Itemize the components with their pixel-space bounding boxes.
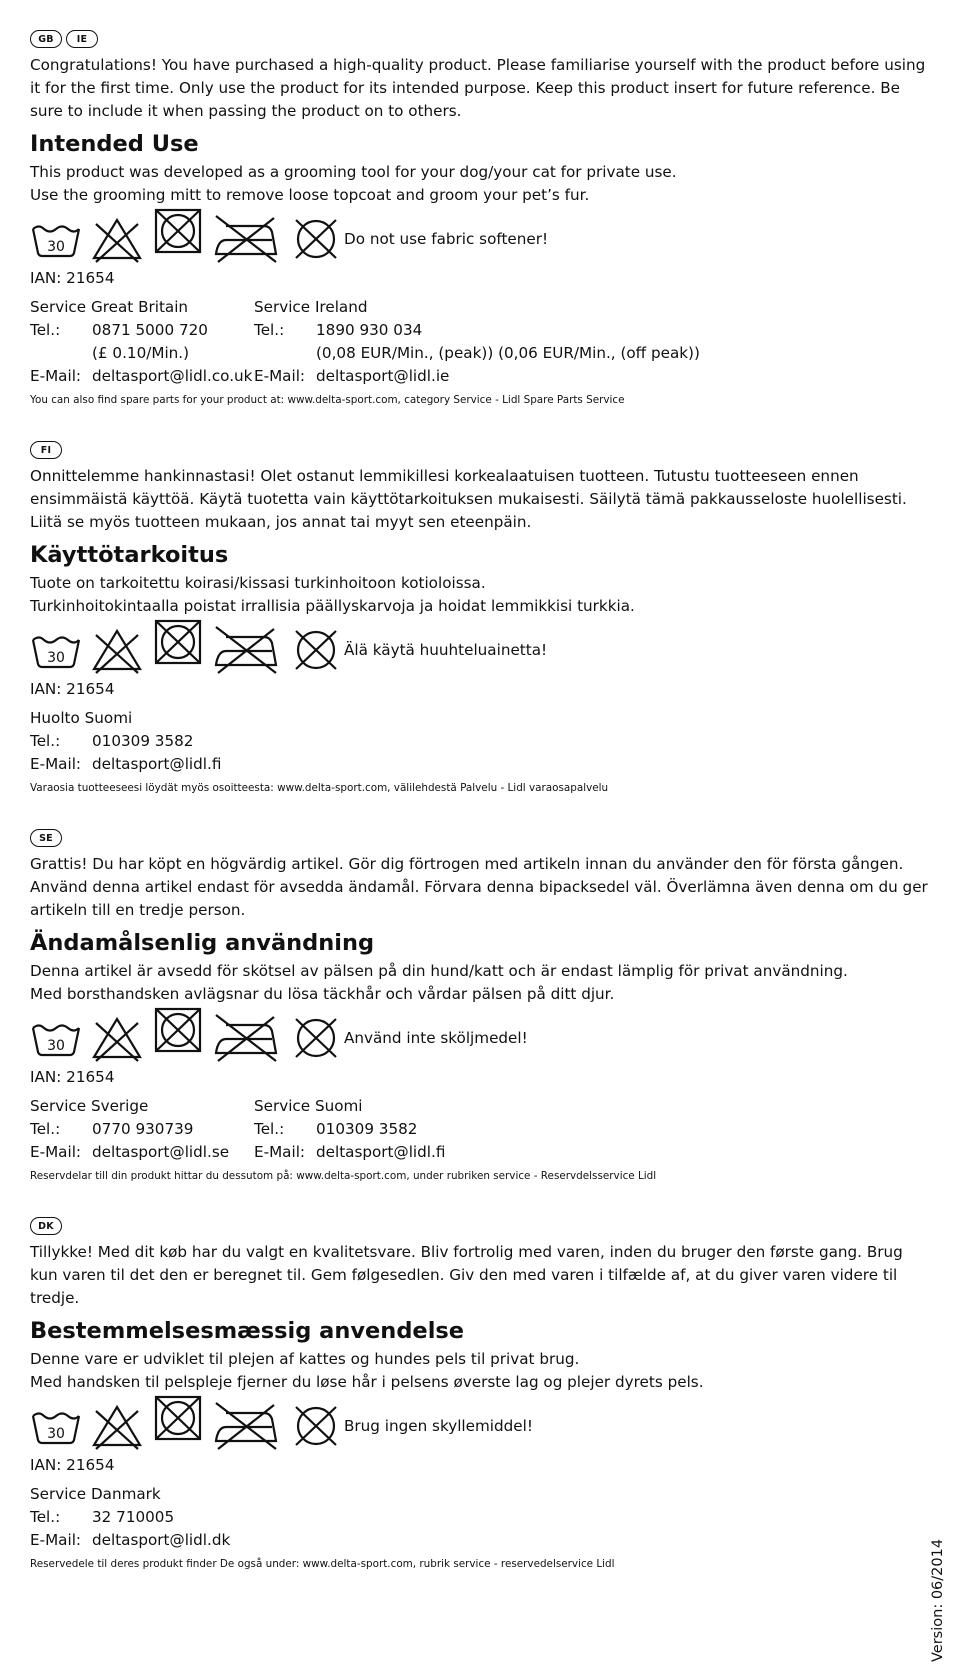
no-tumble-dry-icon bbox=[152, 1005, 206, 1059]
no-tumble-dry-icon bbox=[152, 206, 206, 260]
spare-parts-note: Varaosia tuotteeseesi löydät myös osoitteesta: www.delta-sport.com, välilehdestä Palvelu - Lidl varaosapalvelu bbox=[30, 782, 609, 794]
service-label: E-Mail: bbox=[30, 755, 82, 773]
spare-parts-note: Reservedele til deres produkt finder De også under: www.delta-sport.com, rubrik service - reservedelservice Lidl bbox=[30, 1558, 615, 1570]
service-label: E-Mail: bbox=[254, 1143, 306, 1161]
service-row bbox=[30, 365, 254, 388]
wash-30-icon bbox=[30, 628, 82, 672]
no-bleach-icon bbox=[88, 1013, 146, 1063]
country-badge: IE bbox=[66, 30, 98, 48]
service-value: deltasport@lidl.ie bbox=[316, 367, 450, 385]
section-heading: Bestemmelsesmæssig anvendelse bbox=[30, 1318, 465, 1344]
service-value: 010309 3582 bbox=[316, 1120, 418, 1138]
service-title: Service Sverige bbox=[30, 1097, 149, 1115]
intended-use-line: Use the grooming mitt to remove loose topcoat and groom your pet’s fur. bbox=[30, 186, 590, 204]
service-label: E-Mail: bbox=[254, 367, 306, 385]
section-heading: Intended Use bbox=[30, 131, 199, 157]
service-label: E-Mail: bbox=[30, 1531, 82, 1549]
country-badges bbox=[30, 827, 935, 849]
service-value: 1890 930 034 bbox=[316, 321, 423, 339]
no-iron-icon bbox=[212, 625, 280, 675]
language-section bbox=[30, 28, 935, 408]
ian-number: IAN: 21654 bbox=[30, 680, 115, 698]
country-badge: GB bbox=[30, 30, 62, 48]
wash-30-icon bbox=[30, 1404, 82, 1448]
service-label: Tel.: bbox=[30, 1120, 61, 1138]
no-dry-clean-icon bbox=[290, 628, 342, 672]
no-iron-icon bbox=[212, 1401, 280, 1451]
product-insert-page bbox=[30, 28, 935, 1572]
no-bleach-icon bbox=[88, 625, 146, 675]
care-note: Do not use fabric softener! bbox=[344, 230, 549, 248]
country-badges bbox=[30, 1215, 935, 1237]
country-badges bbox=[30, 439, 935, 461]
service-title: Service Suomi bbox=[254, 1097, 363, 1115]
language-section bbox=[30, 827, 935, 1184]
intended-use-line: Denne vare er udviklet til plejen af kattes og hundes pels til privat brug. bbox=[30, 1350, 580, 1368]
service-title: Service Danmark bbox=[30, 1485, 161, 1503]
service-row bbox=[254, 1141, 445, 1164]
care-note: Brug ingen skyllemiddel! bbox=[344, 1417, 533, 1435]
care-note: Älä käytä huuhteluainetta! bbox=[344, 641, 548, 659]
service-label: E-Mail: bbox=[30, 367, 82, 385]
version-label: Version: 06/2014 bbox=[930, 1538, 946, 1662]
care-symbols bbox=[30, 622, 935, 678]
service-contacts bbox=[30, 1483, 935, 1552]
service-title: Huolto Suomi bbox=[30, 709, 133, 727]
section-heading: Käyttötarkoitus bbox=[30, 542, 229, 568]
service-value: 32 710005 bbox=[92, 1508, 175, 1526]
intro-text: Grattis! Du har köpt en högvärdig artikel. Gör dig förtrogen med artikeln innan du använder den för första gången. Använd denna artikel endast för avsedda ändamål. Förvara denna bipacksedel väl. Överlämna även denna om du ger artikeln till en tredje person. bbox=[30, 855, 928, 919]
service-label bbox=[30, 342, 92, 365]
service-row bbox=[30, 1529, 254, 1552]
spare-parts-note: Reservdelar till din produkt hittar du dessutom på: www.delta-sport.com, under rubriken service - Reservdelsservice Lidl bbox=[30, 1170, 657, 1182]
language-section bbox=[30, 1215, 935, 1572]
service-value: 0871 5000 720 bbox=[92, 321, 208, 339]
ian-number: IAN: 21654 bbox=[30, 1068, 115, 1086]
country-badges bbox=[30, 28, 935, 50]
service-row bbox=[30, 1118, 254, 1141]
svg-text:30: 30 bbox=[47, 239, 65, 255]
svg-text:30: 30 bbox=[47, 1426, 65, 1442]
spare-parts-note: You can also find spare parts for your product at: www.delta-sport.com, category Service - Lidl Spare Parts Service bbox=[30, 394, 625, 406]
service-contacts bbox=[30, 1095, 935, 1164]
intended-use-line: Med borsthandsken avlägsnar du lösa täckhår och vårdar pälsen på ditt djur. bbox=[30, 985, 615, 1003]
intended-use-line: Turkinhoitokintaalla poistat irrallisia päällyskarvoja ja hoidat lemmikkisi turkkia. bbox=[30, 597, 635, 615]
service-block bbox=[30, 1483, 254, 1552]
intended-use-line: This product was developed as a grooming tool for your dog/your cat for private use. bbox=[30, 163, 677, 181]
country-badge: DK bbox=[30, 1217, 62, 1235]
svg-text:30: 30 bbox=[47, 650, 65, 666]
service-title: Service Ireland bbox=[254, 298, 368, 316]
intro-text: Onnittelemme hankinnastasi! Olet ostanut lemmikillesi korkealaatuisen tuotteen. Tutustu tuotteeseen ennen ensimmäistä käyttöä. Käytä tuotetta vain käyttötarkoituksen mukaisesti. Säilytä tämä pakkausseloste huolellisesti. Liitä se myös tuotteen mukaan, jos annat tai myyt sen eteenpäin. bbox=[30, 467, 907, 531]
service-label: E-Mail: bbox=[30, 1143, 82, 1161]
service-row bbox=[30, 730, 254, 753]
service-row bbox=[30, 319, 254, 342]
ian-number: IAN: 21654 bbox=[30, 269, 115, 287]
service-label bbox=[254, 342, 316, 365]
country-badge: FI bbox=[30, 441, 62, 459]
intended-use-line: Med handsken til pelspleje fjerner du løse hår i pelsens øverste lag og plejer dyrets pels. bbox=[30, 1373, 704, 1391]
service-row bbox=[254, 365, 700, 388]
intro-text: Tillykke! Med dit køb har du valgt en kvalitetsvare. Bliv fortrolig med varen, inden du bruger den første gang. Brug kun varen til det den er beregnet til. Gem følgesedlen. Giv den med varen i tilfælde af, at du giver varen videre til tredje. bbox=[30, 1243, 903, 1307]
care-symbols bbox=[30, 211, 935, 267]
intended-use-line: Denna artikel är avsedd för skötsel av pälsen på din hund/katt och är endast lämplig för privat användning. bbox=[30, 962, 848, 980]
section-heading: Ändamålsenlig användning bbox=[30, 930, 375, 956]
service-row bbox=[30, 753, 254, 776]
service-block bbox=[30, 296, 254, 388]
service-row bbox=[30, 342, 254, 365]
service-contacts bbox=[30, 707, 935, 776]
no-dry-clean-icon bbox=[290, 217, 342, 261]
wash-30-icon bbox=[30, 217, 82, 261]
service-label: Tel.: bbox=[30, 732, 61, 750]
service-row bbox=[30, 1506, 254, 1529]
service-label: Tel.: bbox=[30, 321, 61, 339]
service-block bbox=[254, 1095, 445, 1164]
service-row bbox=[254, 342, 700, 365]
service-value: deltasport@lidl.dk bbox=[92, 1531, 231, 1549]
service-row bbox=[254, 319, 700, 342]
svg-text:30: 30 bbox=[47, 1038, 65, 1054]
service-value: (£ 0.10/Min.) bbox=[92, 344, 190, 362]
service-value: 0770 930739 bbox=[92, 1120, 194, 1138]
service-row bbox=[30, 1141, 254, 1164]
service-label: Tel.: bbox=[30, 1508, 61, 1526]
language-section bbox=[30, 439, 935, 796]
no-bleach-icon bbox=[88, 1401, 146, 1451]
no-bleach-icon bbox=[88, 214, 146, 264]
service-contacts bbox=[30, 296, 935, 388]
service-title: Service Great Britain bbox=[30, 298, 189, 316]
ian-number: IAN: 21654 bbox=[30, 1456, 115, 1474]
service-value: deltasport@lidl.fi bbox=[316, 1143, 446, 1161]
service-value: 010309 3582 bbox=[92, 732, 194, 750]
service-value: deltasport@lidl.fi bbox=[92, 755, 222, 773]
service-row bbox=[254, 1118, 445, 1141]
intended-use-line: Tuote on tarkoitettu koirasi/kissasi turkinhoitoon kotioloissa. bbox=[30, 574, 486, 592]
country-badge: SE bbox=[30, 829, 62, 847]
care-symbols bbox=[30, 1010, 935, 1066]
no-tumble-dry-icon bbox=[152, 617, 206, 671]
care-symbols bbox=[30, 1398, 935, 1454]
wash-30-icon bbox=[30, 1016, 82, 1060]
service-value: (0,08 EUR/Min., (peak)) (0,06 EUR/Min., (off peak)) bbox=[316, 344, 700, 362]
service-block bbox=[254, 296, 700, 388]
no-iron-icon bbox=[212, 1013, 280, 1063]
intro-text: Congratulations! You have purchased a high-quality product. Please familiarise yourself with the product before using it for the first time. Only use the product for its intended purpose. Keep this product insert for future reference. Be sure to include it when passing the product on to others. bbox=[30, 56, 926, 120]
service-value: deltasport@lidl.se bbox=[92, 1143, 230, 1161]
service-value: deltasport@lidl.co.uk bbox=[92, 367, 253, 385]
no-tumble-dry-icon bbox=[152, 1393, 206, 1447]
service-label: Tel.: bbox=[254, 321, 285, 339]
no-dry-clean-icon bbox=[290, 1404, 342, 1448]
service-block bbox=[30, 707, 254, 776]
service-block bbox=[30, 1095, 254, 1164]
service-label: Tel.: bbox=[254, 1120, 285, 1138]
no-dry-clean-icon bbox=[290, 1016, 342, 1060]
no-iron-icon bbox=[212, 214, 280, 264]
care-note: Använd inte sköljmedel! bbox=[344, 1029, 528, 1047]
